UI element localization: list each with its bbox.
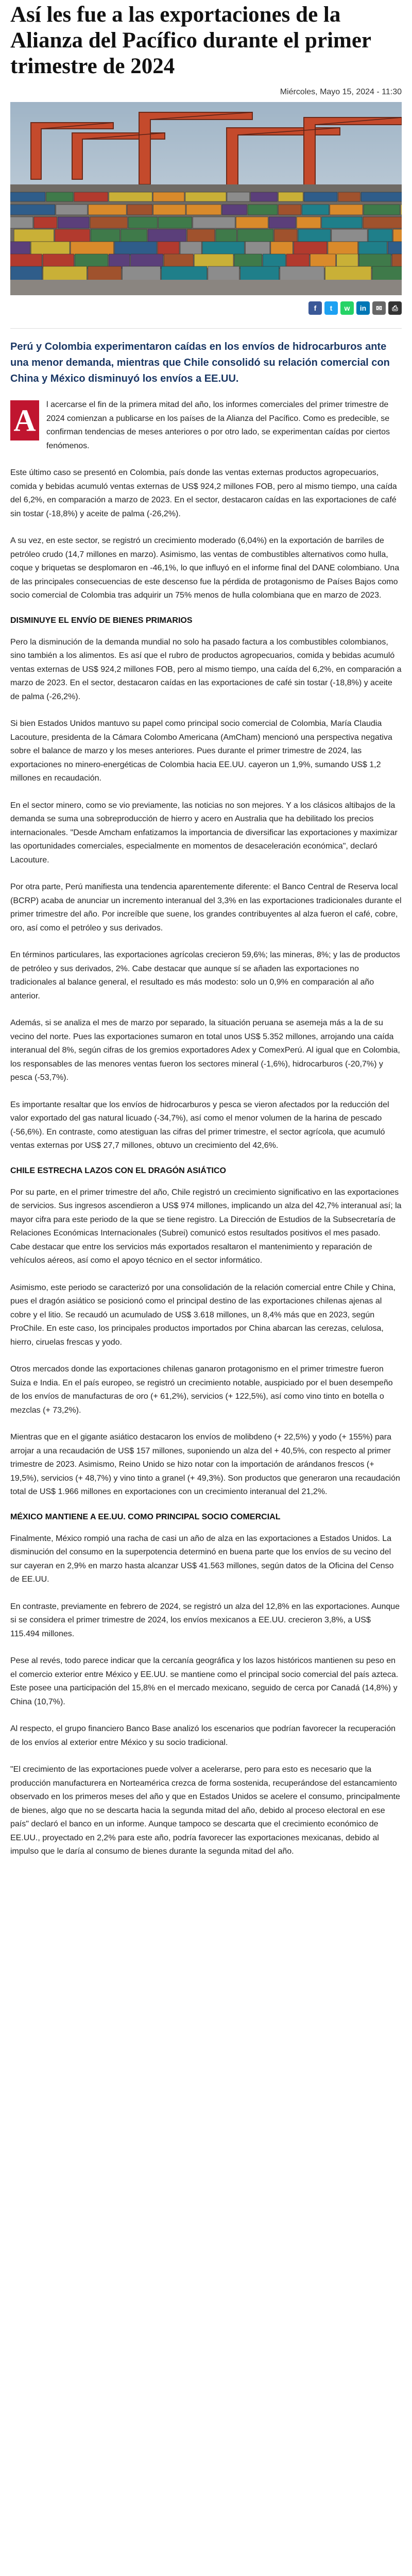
article-paragraph: En términos particulares, las exportaciones agrícolas crecieron 59,6%; las mineras, 8%; y las de productos de petróleo y sus derivados, 2%. Cabe destacar que aunque sí se añaden las exportaciones no tradicionales al balance general, el resultado es más modesto: solo un 0,9% en comparación al año anterior. [10, 951, 400, 1001]
article-paragraph: Es importante resaltar que los envíos de hidrocarburos y pesca se vieron afectados por la reducción del valor exportado del gas natural licuado (-34,7%), así como el menor volumen de la harina de pescado (-56,6%). En contraste, como atestiguan las cifras del primer trimestre, el sector agrícola, que acumuló ventas externas por US$ 27,7 millones, obtuvo un crecimiento del 42,6%. [10, 1100, 389, 1150]
hero-image [10, 102, 402, 295]
article-paragraph: Pero la disminución de la demanda mundial no solo ha pasado factura a los combustibles colombianos, sino también a los alimentos. Es así que el rubro de productos agropecuarios, comida y bebidas acumuló ventas externas de US$ 924,2 millones FOB, pero al mismo tiempo, una caída del 6,2%, en comparación a marzo de 2023. En el sector, destacaron caídas en las exportaciones de café sin tostar (-18,8%) y aceite de palma (-26,2%). [10, 637, 402, 701]
article-paragraph: Pese al revés, todo parece indicar que la cercanía geográfica y los lazos históricos mantienen su peso en el comercio exterior entre México y EE.UU. se mantiene como el principal socio comercial del país azteca. Este posee una participación del 15,8% en el mercado mexicano, seguido de cerca por Canadá (14,8%) y China (10,7%). [10, 1656, 399, 1706]
article-paragraph: Si bien Estados Unidos mantuvo su papel como principal socio comercial de Colombia, María Claudia Lacouture, presidenta de la Cámara Colombo Americana (AmCham) mencionó una perspectiva negativa sobre el balance de marzo y los meses anteriores. Pues durante el primer trimestre de 2024, las exportaciones no minero-energéticas de Colombia hacia EE.UU. cayeron un 1,9%, sumando US$ 1,2 millones en recaudación. [10, 719, 392, 783]
article-paragraph: Este último caso se presentó en Colombia, país donde las ventas externas productos agropecuarios, comida y bebidas acumuló ventas externas de US$ 924,2 millones FOB, pero al mismo tiempo, una caída del 6,2%, en comparación a marzo de 2023. En el sector, destacaron caídas en las exportaciones de café sin tostar (-18,8%) y aceite de palma (-26,2%). [10, 468, 397, 518]
section-heading: CHILE ESTRECHA LAZOS CON EL DRAGÓN ASIÁTICO [10, 1166, 226, 1175]
facebook-icon[interactable]: f [308, 301, 322, 315]
twitter-icon[interactable]: t [324, 301, 338, 315]
email-icon[interactable]: ✉ [372, 301, 386, 315]
article-paragraph: A su vez, en este sector, se registró un crecimiento moderado (6,04%) en la exportación de barriles de petróleo crudo (14,7 millones en marzo). Asimismo, las ventas de combustibles alternativos como hulla, coque y briquetas se desplomaron en -46,1%, lo que influyó en el informe final del DANE colombiano. Una de las principales consecuencias de este descenso fue la pérdida de protagonismo de Países Bajos como socio comercial de Colombia tras adquirir un 75% menos de hulla colombiana que en marzo de 2023. [10, 536, 400, 600]
intro-paragraph [10, 398, 402, 453]
article-paragraph: "El crecimiento de las exportaciones puede volver a acelerarse, pero para esto es necesario que la producción manufacturera en Norteamérica crezca de forma sostenida, recuperándose del estancamiento observado en los primeros meses del año y que en Estados Unidos se acelere el consumo, principalmente de bienes, algo que no se descarta hacia la segunda mitad del año, debido al proceso electoral en ese país" declaró el banco en un informe. Aunque tampoco se descarta que el crecimiento económico de EE.UU., proyectado en 2,2% para este año, podría favorecer las exportaciones mexicanas, debido al impulso que le daría al consumo de bienes durante la segunda mitad del año. [10, 1765, 400, 1856]
article-title: Así les fue a las exportaciones de la Alianza del Pacífico durante el primer trimestre de 2024 [10, 3, 371, 78]
article-body [10, 398, 402, 1859]
drop-cap: A [10, 400, 39, 440]
print-icon[interactable]: ⎙ [388, 301, 402, 315]
article-paragraph: Finalmente, México rompió una racha de casi un año de alza en las exportaciones a Estados Unidos. La disminución del consumo en la superpotencia determinó en buena parte que los envíos de su vecino del sur cayeran en 2,9% en marzo hasta alcanzar US$ 41.563 millones, según datos de la Oficina del Censo de EE.UU. [10, 1534, 394, 1584]
share-bar [10, 301, 402, 315]
section-heading: DISMINUYE EL ENVÍO DE BIENES PRIMARIOS [10, 616, 193, 625]
linkedin-icon[interactable]: in [356, 301, 370, 315]
article-paragraph: En el sector minero, como se vio previamente, las noticias no son mejores. Y a los clásicos altibajos de la demanda se suma una sobreproducción de hierro y acero en Australia que ha debilitado los precios internacionales. "Desde Amcham enfatizamos la importancia de diversificar las exportaciones y maximizar las oportunidades comerciales, especialmente en momentos de desaceleración económica", declaró Lacouture. [10, 801, 398, 865]
article-paragraph: Además, si se analiza el mes de marzo por separado, la situación peruana se asemeja más a la de su vecino del norte. Pues las exportaciones sumaron en total unos US$ 5.352 millones, arrojando una caída interanual del 8%, según cifras de los gremios exportadores Adex y ComexPerú. Al igual que en Colombia, los responsables de las menores ventas fueron los sectores mineral (-1,6%), hidrocarburos (-20,7%) y pesca (-53,7%). [10, 1019, 400, 1082]
article-paragraph: Al respecto, el grupo financiero Banco Base analizó los escenarios que podrían favorecer la recuperación de los envíos al exterior entre México y su socio tradicional. [10, 1724, 396, 1747]
article-paragraph: Asimismo, este periodo se caracterizó por una consolidación de la relación comercial entre Chile y China, pues el dragón asiático se posicionó como el principal destino de las exportaciones chilenas ajenas al cobre y el litio. Se recaudó un acumulado de US$ 3.618 millones, un 8,4% más que en 2023, según ProChile. En este caso, los principales productos importados por China abarcan las cerezas, celulosa, hierro, ciruelas frescas y yodo. [10, 1283, 396, 1347]
intro-text: l acercarse el fin de la primera mitad del año, los informes comerciales del primer trimestre de 2024 comienzan a publicarse en los países de la Alianza del Pacífico. Como es predecible, se confirman tendencias de meses anteriores o por otro lado, se experimentan caídas por ciertos fenómenos. [46, 400, 390, 450]
article-lead: Perú y Colombia experimentaron caídas en los envíos de hidrocarburos ante una menor demanda, mientras que Chile consolidó su relación comercial con China y México disminuyó los envíos a EE.UU. [10, 328, 402, 387]
article-paragraph: En contraste, previamente en febrero de 2024, se registró un alza del 12,8% en las exportaciones. Aunque si se considera el primer trimestre de 2024, los envíos mexicanos a EE.UU. crecieron 3,8%, a US$ 115.494 millones. [10, 1602, 400, 1638]
article-paragraph: Por su parte, en el primer trimestre del año, Chile registró un crecimiento significativo en las exportaciones de servicios. Sus ingresos ascendieron a US$ 974 millones, implicando un alza del 42,7% interanual así; la mayor cifra para este periodo de la que se tiene registro. La Dirección de Estudios de la Subsecretaría de Relaciones Económicas Internacionales (Subrei) comunicó estos resultados positivos el mes pasado. Cabe destacar que entre los servicios más exportados resaltaron el mantenimiento y reparación de vehículos aéreos, así como el apoyo técnico en el sector informático. [10, 1188, 402, 1265]
article-paragraph: Por otra parte, Perú manifiesta una tendencia aparentemente diferente: el Banco Central de Reserva local (BCRP) acaba de anunciar un incremento interanual del 3,3% en las exportaciones tradicionales durante el primer trimestre del año. Por increíble que suene, los grandes contribuyentes al alza fueron el café, cobre, oro, así como el petróleo y sus derivados. [10, 883, 402, 933]
article-paragraph: Otros mercados donde las exportaciones chilenas ganaron protagonismo en el primer trimestre fueron Suiza e India. En el país europeo, se registró un crecimiento notable, auspiciado por el buen desempeño de los envíos de manufacturas de oro (+ 61,2%), servicios (+ 122,5%), así como vino tinto en botella o mezclas (+ 73,2%). [10, 1365, 393, 1415]
article-paragraph: Mientras que en el gigante asiático destacaron los envíos de molibdeno (+ 22,5%) y yodo (+ 155%) para arrojar a una recaudación de US$ 157 millones, suponiendo un alza del + 40,5%, con respecto al primer trimestre de 2023. Asimismo, Reino Unido se hizo notar con la importación de arándanos frescos (+ 19,5%), servicios (+ 48,7%) y vino tinto a granel (+ 49,3%). Son productos que generaron una recaudación total de US$ 1.966 millones en exportaciones con un crecimiento interanual del 21,2%. [10, 1433, 400, 1496]
article-sections [10, 466, 402, 1859]
whatsapp-icon[interactable]: w [340, 301, 354, 315]
publish-date: Miércoles, Mayo 15, 2024 - 11:30 [280, 88, 402, 96]
article-page [0, 2, 412, 1890]
section-heading: MÉXICO MANTIENE A EE.UU. COMO PRINCIPAL SOCIO COMERCIAL [10, 1512, 281, 1521]
